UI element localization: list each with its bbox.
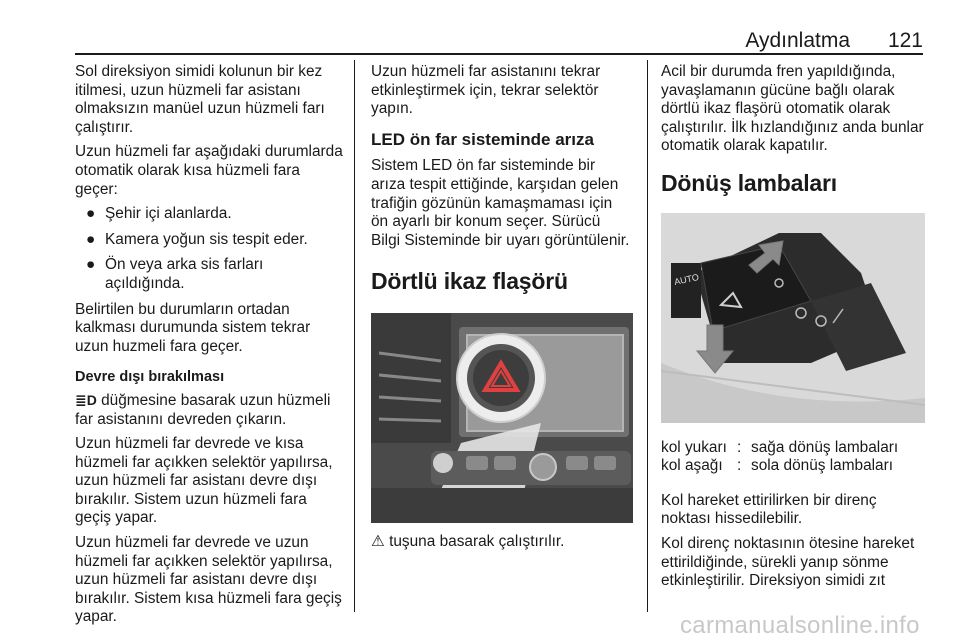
high-beam-assist-icon: ≣D: [75, 391, 97, 408]
section-heading: Dönüş lambaları: [661, 169, 837, 196]
paragraph: Kol direnç noktasının ötesine hareket ettirildiğinde, sürekli yanıp sönme etkinleştirilir. Direksiyon simidi zıt: [661, 534, 915, 590]
paragraph: Kol hareket ettirilirken bir direnç noktası hissedilebilir.: [661, 491, 877, 528]
paragraph: Uzun hüzmeli far aşağıdaki durumlarda otomatik olarak kısa hüzmeli fara geçer:: [75, 143, 343, 198]
bullet-list: [75, 205, 343, 293]
column-3: [661, 63, 929, 597]
column-2: [371, 63, 633, 558]
dashboard-illustration: [371, 313, 633, 523]
page-number: 121: [887, 29, 923, 52]
section-heading: Dörtlü ikaz flaşörü: [371, 268, 568, 295]
auto-label: AUTO: [673, 271, 700, 287]
page-header: [0, 0, 960, 56]
column-divider-1: [354, 60, 355, 612]
paragraph: Belirtilen bu durumların ortadan kalkması durumunda sistem tekrar uzun huzmeli fara geçer.: [75, 300, 311, 355]
bullet-icon: ●: [86, 230, 96, 248]
turn-signal-stalk-illustration: [661, 213, 925, 423]
table-row: kol aşağı : sola dönüş lambaları: [661, 457, 894, 475]
bullet-icon: ●: [86, 205, 96, 223]
subheading: LED ön far sisteminde arıza: [371, 129, 594, 149]
stalk-drawing: [661, 213, 925, 423]
section-title: Aydınlatma: [745, 29, 850, 52]
bullet-icon: ●: [86, 256, 96, 274]
paragraph: Uzun hüzmeli far devrede ve uzun hüzmeli far açıkken selektör yapılırsa, uzun hüzmeli far asistanı devre dışı bırakılır. Sistem kısa hüzmeli fara geçiş yapar.: [75, 534, 342, 626]
paragraph: ≣D düğmesine basarak uzun hüzmeli far asistanını devreden çıkarın.: [75, 391, 331, 428]
paragraph: Sistem LED ön far sisteminde bir arıza tespit ettiğinde, karşıdan gelen trafiğin gözünün kamaşmaması için ön ayarlı bir konum seçer. Sürücü Bilgi Sisteminde bir uyarı görüntülenir.: [371, 157, 630, 249]
watermark: carmanualsonline.info: [680, 612, 920, 639]
hazard-button-photo: [371, 313, 633, 523]
paragraph: Uzun hüzmeli far asistanını tekrar etkinleştirmek için, tekrar selektör yapın.: [371, 63, 601, 118]
subheading: Devre dışı bırakılması: [75, 369, 225, 386]
hazard-warning-icon: ⚠: [371, 532, 385, 550]
header-rule: [75, 53, 923, 55]
paragraph: Uzun hüzmeli far devrede ve kısa hüzmeli far açıkken selektör yapılırsa, uzun hüzmeli far asistanı devre dışı bırakılır. Sistem uzun hüzmeli fara geçiş yapar.: [75, 435, 333, 527]
table-row: kol yukarı : sağa dönüş lambaları: [661, 438, 899, 456]
column-1: [75, 63, 343, 633]
paragraph: Acil bir durumda fren yapıldığında, yavaşlamanın gücüne bağlı olarak dörtlü ikaz flaşörü otomatik olarak çalıştırılır. İlk hızlandığınız anda bunlar otomatik olarak kapatılır.: [661, 63, 924, 155]
paragraph: Sol direksiyon simidi kolunun bir kez itilmesi, uzun hüzmeli far asistanı olmaksızın manüel uzun hüzmeli farı çalıştırır.: [75, 63, 325, 136]
column-divider-2: [647, 60, 648, 612]
list-item: ● Ön veya arka sis farları açıldığında.: [86, 256, 264, 292]
list-item: ● Kamera yoğun sis tespit eder.: [86, 230, 308, 248]
list-item: ● Şehir içi alanlarda.: [86, 205, 232, 223]
figure-caption: ⚠ tuşuna basarak çalıştırılır.: [371, 532, 565, 550]
